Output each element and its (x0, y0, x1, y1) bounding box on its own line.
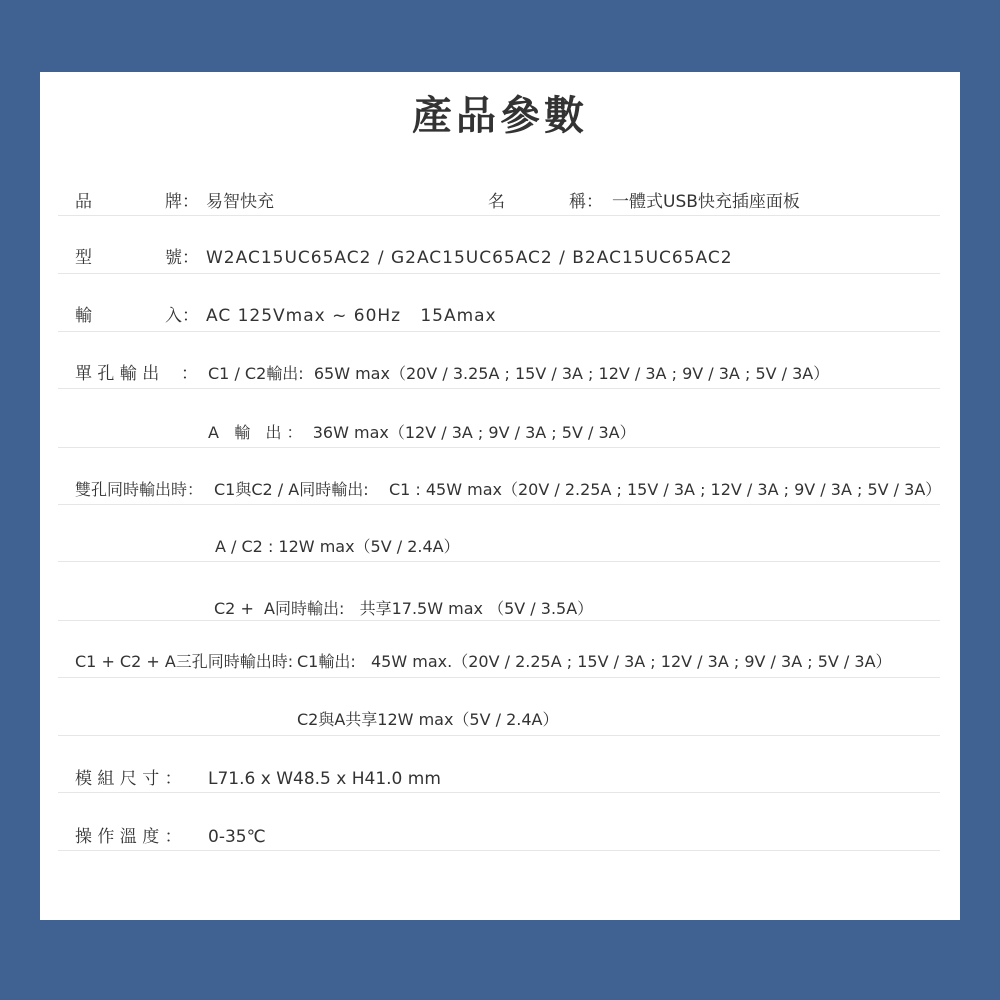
model-value: W2AC15UC65AC2 / G2AC15UC65AC2 / B2AC15UC65AC2 (206, 248, 733, 268)
divider (58, 331, 940, 332)
divider (58, 735, 940, 736)
dual-port-line3: C2 + A同時輸出: 共享17.5W max （5V / 3.5A） (214, 599, 594, 618)
temperature-label: 操 作 溫 度 ： (75, 827, 182, 847)
triple-port-line2: C2與A共享12W max（5V / 2.4A） (297, 710, 559, 729)
triple-port-label: C1 + C2 + A三孔同時輸出時: (75, 652, 294, 671)
divider (58, 792, 940, 793)
divider (58, 273, 940, 274)
brand-label-b: 牌： (165, 192, 199, 212)
page-title: 產品參數 (412, 93, 588, 139)
dimensions-value: L71.6 x W48.5 x H41.0 mm (208, 769, 441, 789)
brand-label-a: 品 (75, 192, 92, 212)
triple-port-line1: C1輸出: 45W max.（20V / 2.25A ; 15V / 3A ; 12V / 3A ; 9V / 3A ; 5V / 3A） (297, 652, 892, 671)
name-value: 一體式USB快充插座面板 (612, 192, 800, 212)
divider (58, 215, 940, 216)
name-label-a: 名 (488, 192, 505, 212)
input-label-b: 入： (165, 306, 199, 326)
input-value: AC 125Vmax ~ 60Hz 15Amax (206, 306, 497, 326)
dimensions-label: 模 組 尺 寸 ： (75, 769, 182, 789)
input-label-a: 輸 (75, 306, 92, 326)
brand-value: 易智快充 (206, 192, 274, 212)
single-port-c-line: C1 / C2輸出: 65W max（20V / 3.25A ; 15V / 3A ; 12V / 3A ; 9V / 3A ; 5V / 3A） (208, 364, 830, 383)
model-label-a: 型 (75, 248, 92, 268)
name-label-b: 稱： (569, 192, 603, 212)
divider (58, 504, 940, 505)
dual-port-line2: A / C2 : 12W max（5V / 2.4A） (215, 537, 460, 556)
temperature-value: 0-35℃ (208, 827, 266, 847)
dual-port-label: 雙孔同時輸出時： (75, 480, 204, 499)
single-port-label: 單 孔 輸 出 (75, 364, 160, 384)
single-port-colon: ： (181, 364, 198, 384)
single-port-a-line: A 輸 出 ： 36W max（12V / 3A ; 9V / 3A ; 5V / 3A） (208, 423, 636, 442)
model-label-b: 號： (165, 248, 199, 268)
divider (58, 388, 940, 389)
divider (58, 447, 940, 448)
dual-port-line1: C1與C2 / A同時輸出: C1 : 45W max（20V / 2.25A ; 15V / 3A ; 12V / 3A ; 9V / 3A ; 5V / 3A） (214, 480, 942, 499)
divider (58, 620, 940, 621)
divider (58, 850, 940, 851)
divider (58, 561, 940, 562)
divider (58, 677, 940, 678)
